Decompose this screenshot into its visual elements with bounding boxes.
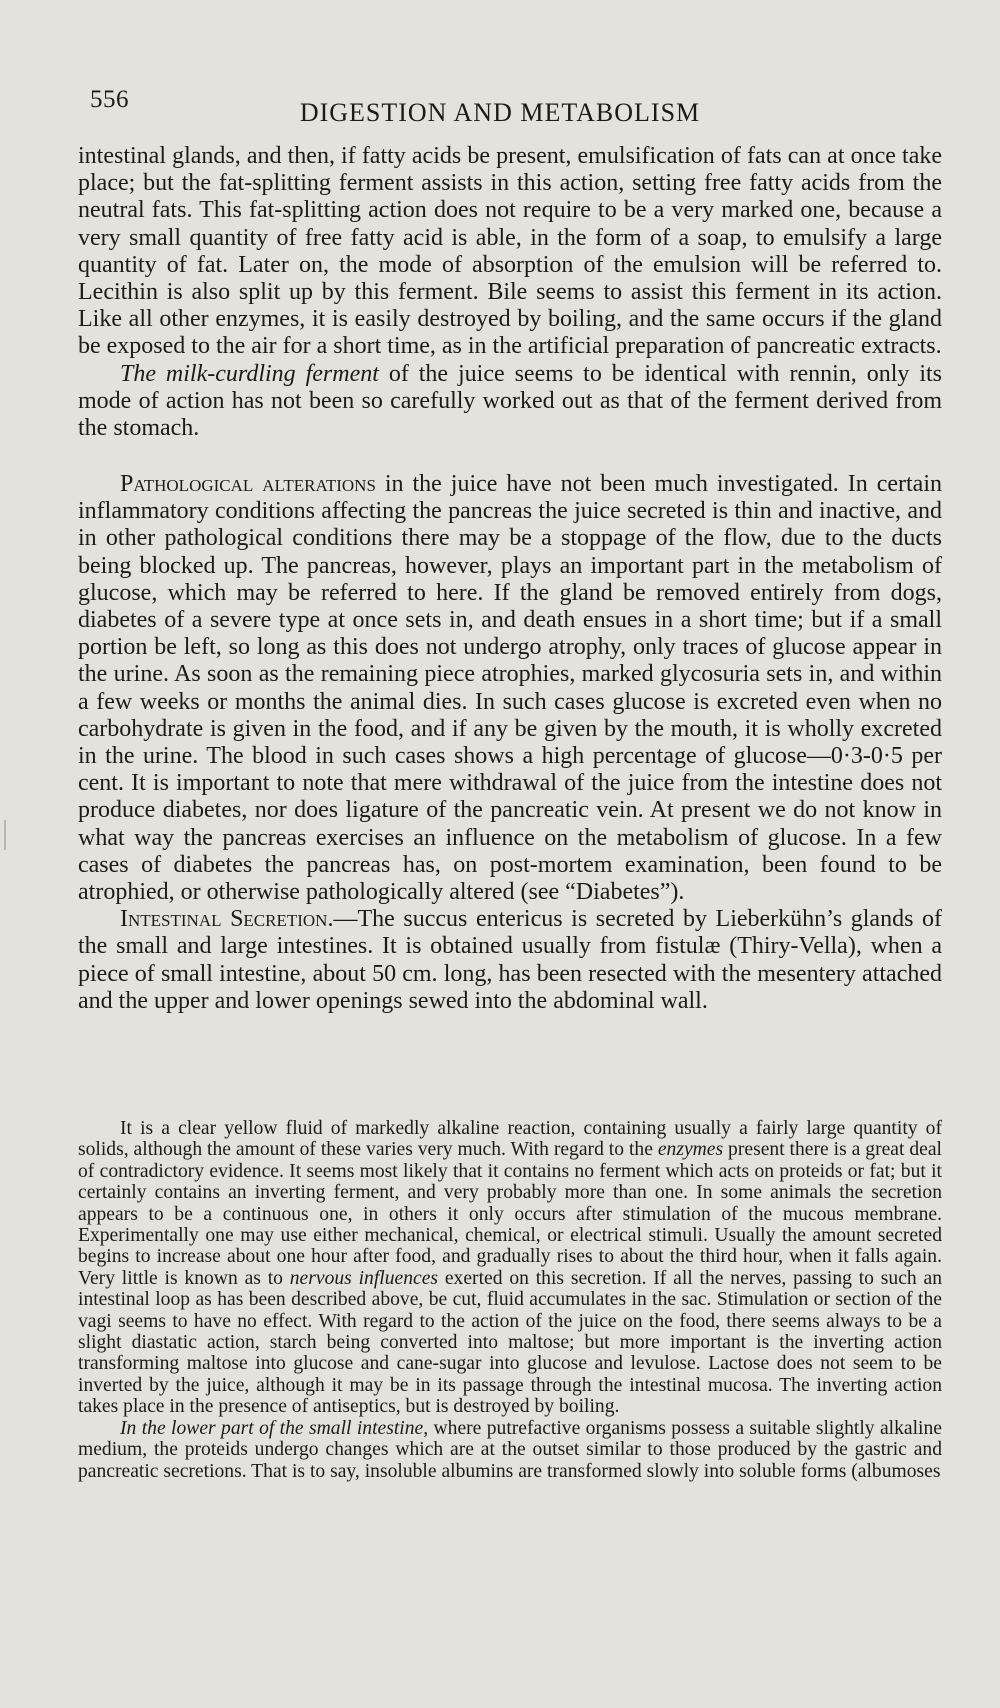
intestinal-secretion-heading: Intestinal Secretion. [120,906,334,933]
intestinal-secretion-paragraph [78,906,942,1015]
lower-intestine-text: where putrefactive organisms possess a suitable slightly alkaline medium, the proteids undergo changes which are at the outset similar to those produced by the gastric and pancreatic secretions. That is to say, insoluble albumins are transformed slowly into soluble forms (albumoses [78,1417,942,1482]
intestinal-secretion-text: —The succus entericus is secreted by Lieberkühn’s glands of the small and large intestines. It is obtained usually from fistulæ (Thiry-Vella), when a piece of small intestine, about 50 cm. long, has been resected with the mesentery attached and the upper and lower openings sewed into the abdominal wall. [78,906,943,1014]
pathology-text: in the juice have not been much investigated. In certain inflammatory conditions affecting the pancreas the juice secreted is thin and inactive, and in other pathological conditions there may be a stoppage of the flow, due to the ducts being blocked up. The pancreas, however, plays an important part in the metabolism of glucose, which may be referred to here. If the gland be removed entirely from dogs, diabetes of a severe type at once sets in, and death ensues in a short time; but if a small portion be left, so long as this does not undergo atrophy, only traces of glucose appear in the urine. As soon as the remaining piece atrophies, marked glycosuria sets in, and within a few weeks or months the animal dies. In such cases glucose is excreted even when no carbohydrate is given in the food, and if any be given by the mouth, it is wholly excreted in the urine. The blood in such cases shows a high percentage of glucose—0·3-0·5 per cent. It is important to note that mere withdrawal of the juice from the intestine does not produce diabetes, nor does ligature of the pancreatic vein. At present we do not know in what way the pancreas exercises an influence on the metabolism of glucose. In a few cases of diabetes the pancreas has, on post-mortem examination, been found to be atrophied, or otherwise pathologically altered (see “Diabetes”). [78,471,942,906]
succus-text-c: exerted on this secretion. If all the nerves, passing to such an intestinal loop as has been described above, be cut, fluid accumulates in the sac. Stimulation or section of the vagi seems to have no effect. With regard to the action of the juice on the food, there seems always to be a slight diastatic action, starch being converted into maltose; but more important is the inverting action transforming maltose into glucose and cane-sugar into glucose and levulose. Lactose does not seem to be inverted by the juice, although it may be in its passage through the intestinal mucosa. The inverting action takes place in the presence of antiseptics, but is destroyed by boiling. [78,1267,942,1418]
pathology-paragraph [78,471,942,906]
milk-curdling-lead: The milk-curdling ferment [120,360,379,387]
pathology-section [78,441,942,1015]
lower-intestine-paragraph [78,1418,942,1482]
milk-curdling-paragraph [78,361,942,443]
fat-splitting-paragraph: intestinal glands, and then, if fatty acids be present, emulsification of fats can at once take place; but the fat-splitting ferment assists in this action, setting free fatty acids from the neutral fats. This fat-splitting action does not require to be a very marked one, because a very small quantity of free fatty acid is able, in the form of a soap, to emulsify a large quantity of fat. Later on, the mode of absorption of the emulsion will be referred to. Lecithin is also split up by this ferment. Bile seems to assist this ferment in its action. Like all other enzymes, it is easily destroyed by boiling, and the same occurs if the gland be exposed to the air for a short time, as in the artificial preparation of pancreatic extracts. [78,143,942,360]
succus-text-a: It is a clear yellow fluid of markedly alkaline reaction, containing usually a fairly large quantity of solids, although the amount of these varies very much. With regard to the [78,1118,942,1161]
nervous-influences-term: nervous influences [289,1267,439,1289]
page-number: 556 [90,86,129,113]
milk-curdling-text: of the juice seems to be identical with rennin, only its mode of action has not been so carefully worked out as that of the ferment derived from the stomach. [78,360,942,442]
succus-text-b: present there is a great deal of contradictory evidence. It seems most likely that it contains no ferment which acts on proteids or fat; but it certainly contains an inverting ferment, and very probably more than one. In some animals the secretion appears to be a continuous one, in others it only occurs after stimulation of the mucous membrane. Experimentally one may use either mechanical, chemical, or electrical stimuli. Usually the amount secreted begins to increase about one hour after food, and gradually rises to about the third hour, when it falls again. Very little is known as to [78,1139,942,1289]
enzymes-term: enzymes [657,1139,724,1161]
succus-properties-paragraph [78,1118,942,1418]
pathology-lead: Pathological alterations [120,471,376,497]
small-print-section [78,1118,942,1482]
running-head: DIGESTION AND METABOLISM [299,98,701,127]
pancreatic-ferments-section [78,143,942,442]
scan-edge-mark [4,820,6,850]
lower-intestine-lead: In the lower part of the small intestine, [120,1417,429,1439]
